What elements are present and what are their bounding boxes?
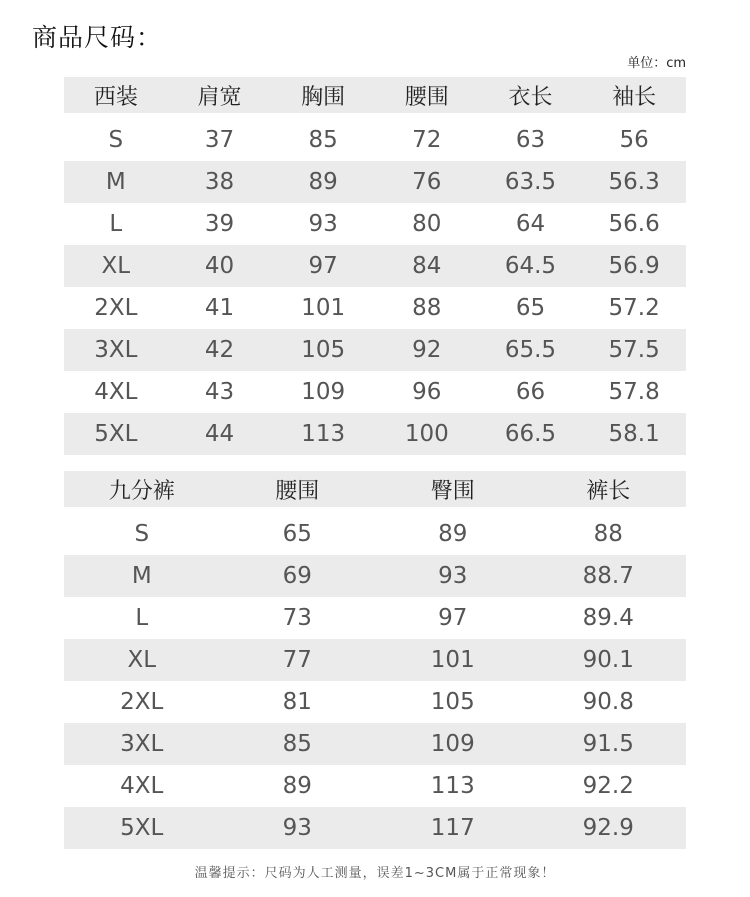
table-cell: 57.8 — [608, 379, 660, 405]
table-cell: 39 — [204, 211, 235, 237]
table-cell: 92.2 — [582, 773, 634, 799]
table-cell: 37 — [204, 127, 235, 153]
table-row — [64, 329, 686, 371]
table-cell: 56.6 — [608, 211, 660, 237]
size-cell: 4XL — [120, 773, 164, 799]
table-cell: 85 — [308, 127, 338, 153]
table-cell: 117 — [375, 807, 531, 849]
table-cell: 66.5 — [479, 413, 583, 455]
table-cell: 65 — [515, 295, 546, 321]
table-cell: 66 — [515, 379, 546, 405]
size-cell: 4XL — [94, 379, 138, 405]
table-cell: 91.5 — [531, 723, 687, 765]
table-row — [64, 597, 686, 639]
table-row — [64, 639, 686, 681]
table-cell: 42 — [168, 329, 272, 371]
table-cell: 88 — [593, 521, 623, 547]
table-cell: 101 — [375, 639, 531, 681]
size-cell: M — [64, 555, 220, 597]
table-cell: 93 — [375, 555, 531, 597]
size-cell: 2XL — [120, 689, 164, 715]
table-cell: 109 — [375, 723, 531, 765]
table-cell: 93 — [308, 211, 338, 237]
table-row — [64, 413, 686, 455]
table-cell: 64 — [515, 211, 546, 237]
pants-size-table — [64, 471, 686, 849]
table-cell: 65.5 — [479, 329, 583, 371]
size-cell: XL — [64, 639, 220, 681]
table-cell: 100 — [375, 413, 479, 455]
table-cell: 89 — [438, 521, 468, 547]
table-cell: 89 — [282, 773, 312, 799]
size-cell: L — [109, 211, 123, 237]
column-header: 袖长 — [582, 77, 686, 113]
table-cell: 105 — [271, 329, 375, 371]
size-cell: 3XL — [64, 329, 168, 371]
table-cell: 92.9 — [531, 807, 687, 849]
table-header-row — [64, 471, 686, 507]
table-cell: 56.3 — [582, 161, 686, 203]
table-cell: 101 — [301, 295, 346, 321]
table-cell: 41 — [204, 295, 235, 321]
table-cell: 58.1 — [582, 413, 686, 455]
table-cell: 72 — [412, 127, 442, 153]
table-cell: 57.2 — [608, 295, 660, 321]
table-row — [64, 119, 686, 161]
unit-label: 单位：cm — [627, 56, 686, 71]
size-cell: M — [64, 161, 168, 203]
table-cell: 93 — [220, 807, 376, 849]
column-header: 腰围 — [220, 471, 376, 507]
table-cell: 89 — [271, 161, 375, 203]
table-cell: 88 — [412, 295, 442, 321]
table-row — [64, 513, 686, 555]
table-cell: 96 — [412, 379, 442, 405]
column-header: 裤长 — [531, 471, 687, 507]
table-cell: 80 — [412, 211, 442, 237]
footnote: 温馨提示：尺码为人工测量，误差1~3CM属于正常现象！ — [194, 866, 556, 881]
table-cell: 105 — [430, 689, 475, 715]
column-header: 九分裤 — [64, 471, 220, 507]
table-cell: 40 — [168, 245, 272, 287]
size-cell: XL — [64, 245, 168, 287]
table-row — [64, 807, 686, 849]
table-cell: 64.5 — [479, 245, 583, 287]
suit-size-table — [64, 77, 686, 455]
table-row — [64, 681, 686, 723]
table-cell: 90.1 — [531, 639, 687, 681]
column-header: 臀围 — [375, 471, 531, 507]
table-cell: 88.7 — [531, 555, 687, 597]
table-row — [64, 287, 686, 329]
table-cell: 76 — [375, 161, 479, 203]
size-cell: 2XL — [94, 295, 138, 321]
column-header: 西装 — [64, 77, 168, 113]
table-cell: 92 — [375, 329, 479, 371]
table-cell: 73 — [282, 605, 312, 631]
table-cell: 109 — [301, 379, 346, 405]
table-header-row — [64, 77, 686, 113]
table-row — [64, 765, 686, 807]
page-title: 商品尺码： — [32, 23, 163, 52]
column-header: 衣长 — [479, 77, 583, 113]
table-cell: 85 — [220, 723, 376, 765]
table-cell: 56.9 — [582, 245, 686, 287]
table-cell: 69 — [220, 555, 376, 597]
table-row — [64, 723, 686, 765]
table-cell: 38 — [168, 161, 272, 203]
column-header: 腰围 — [375, 77, 479, 113]
table-cell: 43 — [204, 379, 235, 405]
size-cell: 5XL — [64, 807, 220, 849]
table-cell: 113 — [271, 413, 375, 455]
column-header: 肩宽 — [168, 77, 272, 113]
table-cell: 57.5 — [582, 329, 686, 371]
table-row — [64, 555, 686, 597]
table-cell: 113 — [430, 773, 475, 799]
table-cell: 56 — [619, 127, 649, 153]
size-cell: 5XL — [64, 413, 168, 455]
size-cell: S — [134, 521, 150, 547]
size-cell: L — [135, 605, 149, 631]
table-cell: 44 — [168, 413, 272, 455]
table-row — [64, 161, 686, 203]
table-row — [64, 203, 686, 245]
column-header: 胸围 — [271, 77, 375, 113]
table-cell: 90.8 — [582, 689, 634, 715]
table-cell: 63 — [515, 127, 546, 153]
table-cell: 63.5 — [479, 161, 583, 203]
table-cell: 81 — [282, 689, 312, 715]
table-row — [64, 245, 686, 287]
size-cell: 3XL — [64, 723, 220, 765]
table-cell: 77 — [220, 639, 376, 681]
table-row — [64, 371, 686, 413]
size-cell: S — [108, 127, 124, 153]
table-cell: 65 — [282, 521, 312, 547]
table-cell: 97 — [271, 245, 375, 287]
table-cell: 89.4 — [582, 605, 634, 631]
table-cell: 84 — [375, 245, 479, 287]
table-cell: 97 — [438, 605, 468, 631]
